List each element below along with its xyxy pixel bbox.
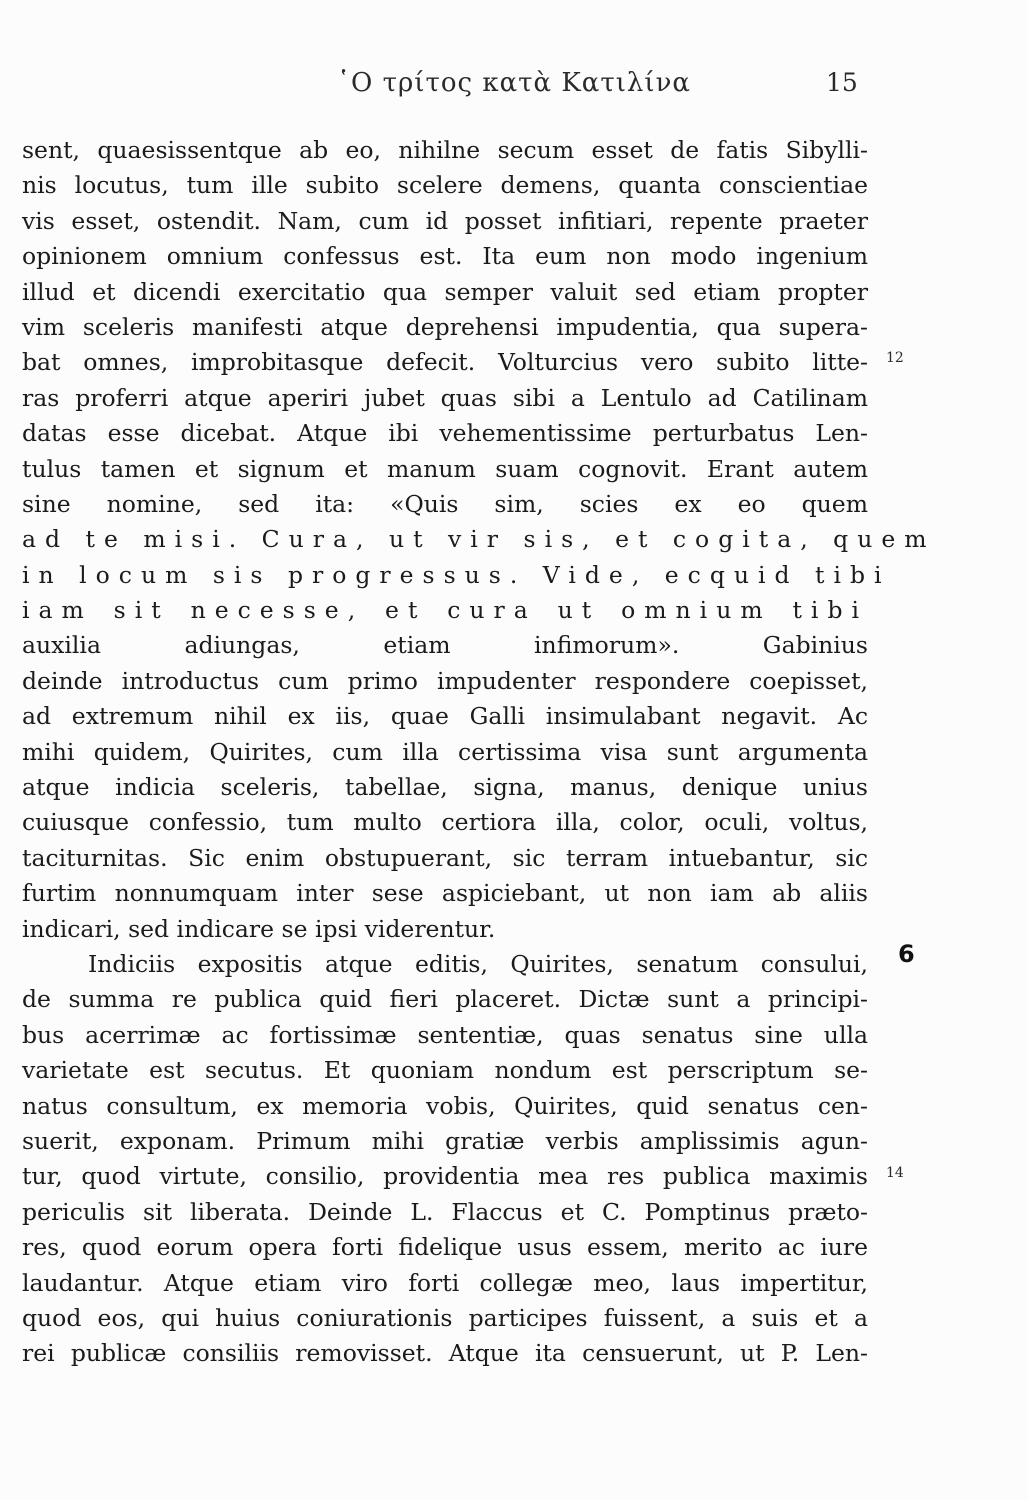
text-line: cuiusque confessio, tum multo certiora illa, color, oculi, voltus,	[22, 808, 868, 837]
section-number-6: 6	[898, 940, 915, 968]
text-line: de summa re publica quid fieri placeret. Dictæ sunt a principi-	[22, 985, 868, 1014]
text-line: vim sceleris manifesti atque deprehensi impudentia, qua supera-	[22, 312, 868, 341]
text-line: opinionem omnium confessus est. Ita eum non modo ingenium	[22, 242, 868, 271]
text-line-letter-quote: iam sit necesse, et cura ut omnium tibi	[22, 596, 868, 625]
text-line: nis locutus, tum ille subito scelere demens, quanta conscientiae	[22, 171, 868, 200]
text-line: sent, quaesissentque ab eo, nihilne secum esset de fatis Sibylli-	[22, 136, 868, 164]
text-line-letter-quote: ad te misi. Cura, ut vir sis, et cogita, quem	[22, 525, 936, 554]
margin-line-number-14: 14	[886, 1165, 904, 1181]
text-line: vis esset, ostendit. Nam, cum id posset infitiari, repente praeter	[22, 206, 868, 235]
text-line: suerit, exponam. Primum mihi gratiæ verbis amplissimis agun-	[22, 1126, 868, 1155]
running-title: ῾Ο τρίτος κατὰ Κατιλίνα	[337, 68, 691, 98]
text-line: rei publicæ consiliis removisset. Atque ita censuerunt, ut P. Len-	[22, 1339, 868, 1368]
text-line: mihi quidem, Quirites, cum illa certissima visa sunt argumenta	[22, 737, 868, 766]
text-line: illud et dicendi exercitatio qua semper valuit sed etiam propter	[22, 277, 868, 306]
page-number: 15	[826, 68, 858, 97]
text-line: tulus tamen et signum et manum suam cognovit. Erant autem	[22, 454, 868, 483]
text-line: atque indicia sceleris, tabellae, signa, manus, denique unius	[22, 773, 868, 802]
margin-line-number-12: 12	[886, 350, 904, 366]
text-line: bat omnes, improbitasque defecit. Volturcius vero subito litte-	[22, 348, 868, 377]
text-line: ad extremum nihil ex iis, quae Galli insimulabant negavit. Ac	[22, 702, 868, 731]
text-line: auxilia adiungas, etiam infimorum». Gabinius	[22, 631, 868, 660]
text-line: bus acerrimæ ac fortissimæ sententiæ, quas senatus sine ulla	[22, 1020, 868, 1049]
text-line: periculis sit liberata. Deinde L. Flaccus et C. Pomptinus prætο-	[22, 1197, 868, 1226]
text-line: laudantur. Atque etiam viro forti collegæ meo, laus impertitur,	[22, 1268, 868, 1297]
text-line: tur, quod virtute, consilio, providentia mea res publica maximis	[22, 1162, 868, 1191]
text-line: ras proferri atque aperiri jubet quas sibi a Lentulo ad Catilinam	[22, 383, 868, 412]
text-line: natus consultum, ex memoria vobis, Quirites, quid senatus cen-	[22, 1091, 868, 1120]
text-line: datas esse dicebat. Atque ibi vehementissime perturbatus Len-	[22, 419, 868, 448]
text-line-letter-quote: in locum sis progressus. Vide, ecquid tibi	[22, 560, 891, 589]
text-line: indicari, sed indicare se ipsi viderentur.	[22, 914, 496, 943]
paragraph-start-line: Indiciis expositis atque editis, Quirites, senatum consului,	[88, 949, 868, 978]
text-line: sine nomine, sed ita: «Quis sim, scies ex eo quem	[22, 489, 868, 518]
text-line: varietate est secutus. Et quoniam nondum est perscriptum se-	[22, 1056, 868, 1085]
text-line: deinde introductus cum primo impudenter respondere coepisset,	[22, 666, 868, 695]
text-line: furtim nonnumquam inter sese aspiciebant, ut non iam ab aliis	[22, 879, 868, 908]
text-line: quod eos, qui huius coniurationis participes fuissent, a suis et a	[22, 1303, 868, 1332]
text-line: taciturnitas. Sic enim obstupuerant, sic terram intuebantur, sic	[22, 843, 868, 872]
text-line: res, quod eorum opera forti fidelique usus essem, merito ac iure	[22, 1233, 868, 1262]
